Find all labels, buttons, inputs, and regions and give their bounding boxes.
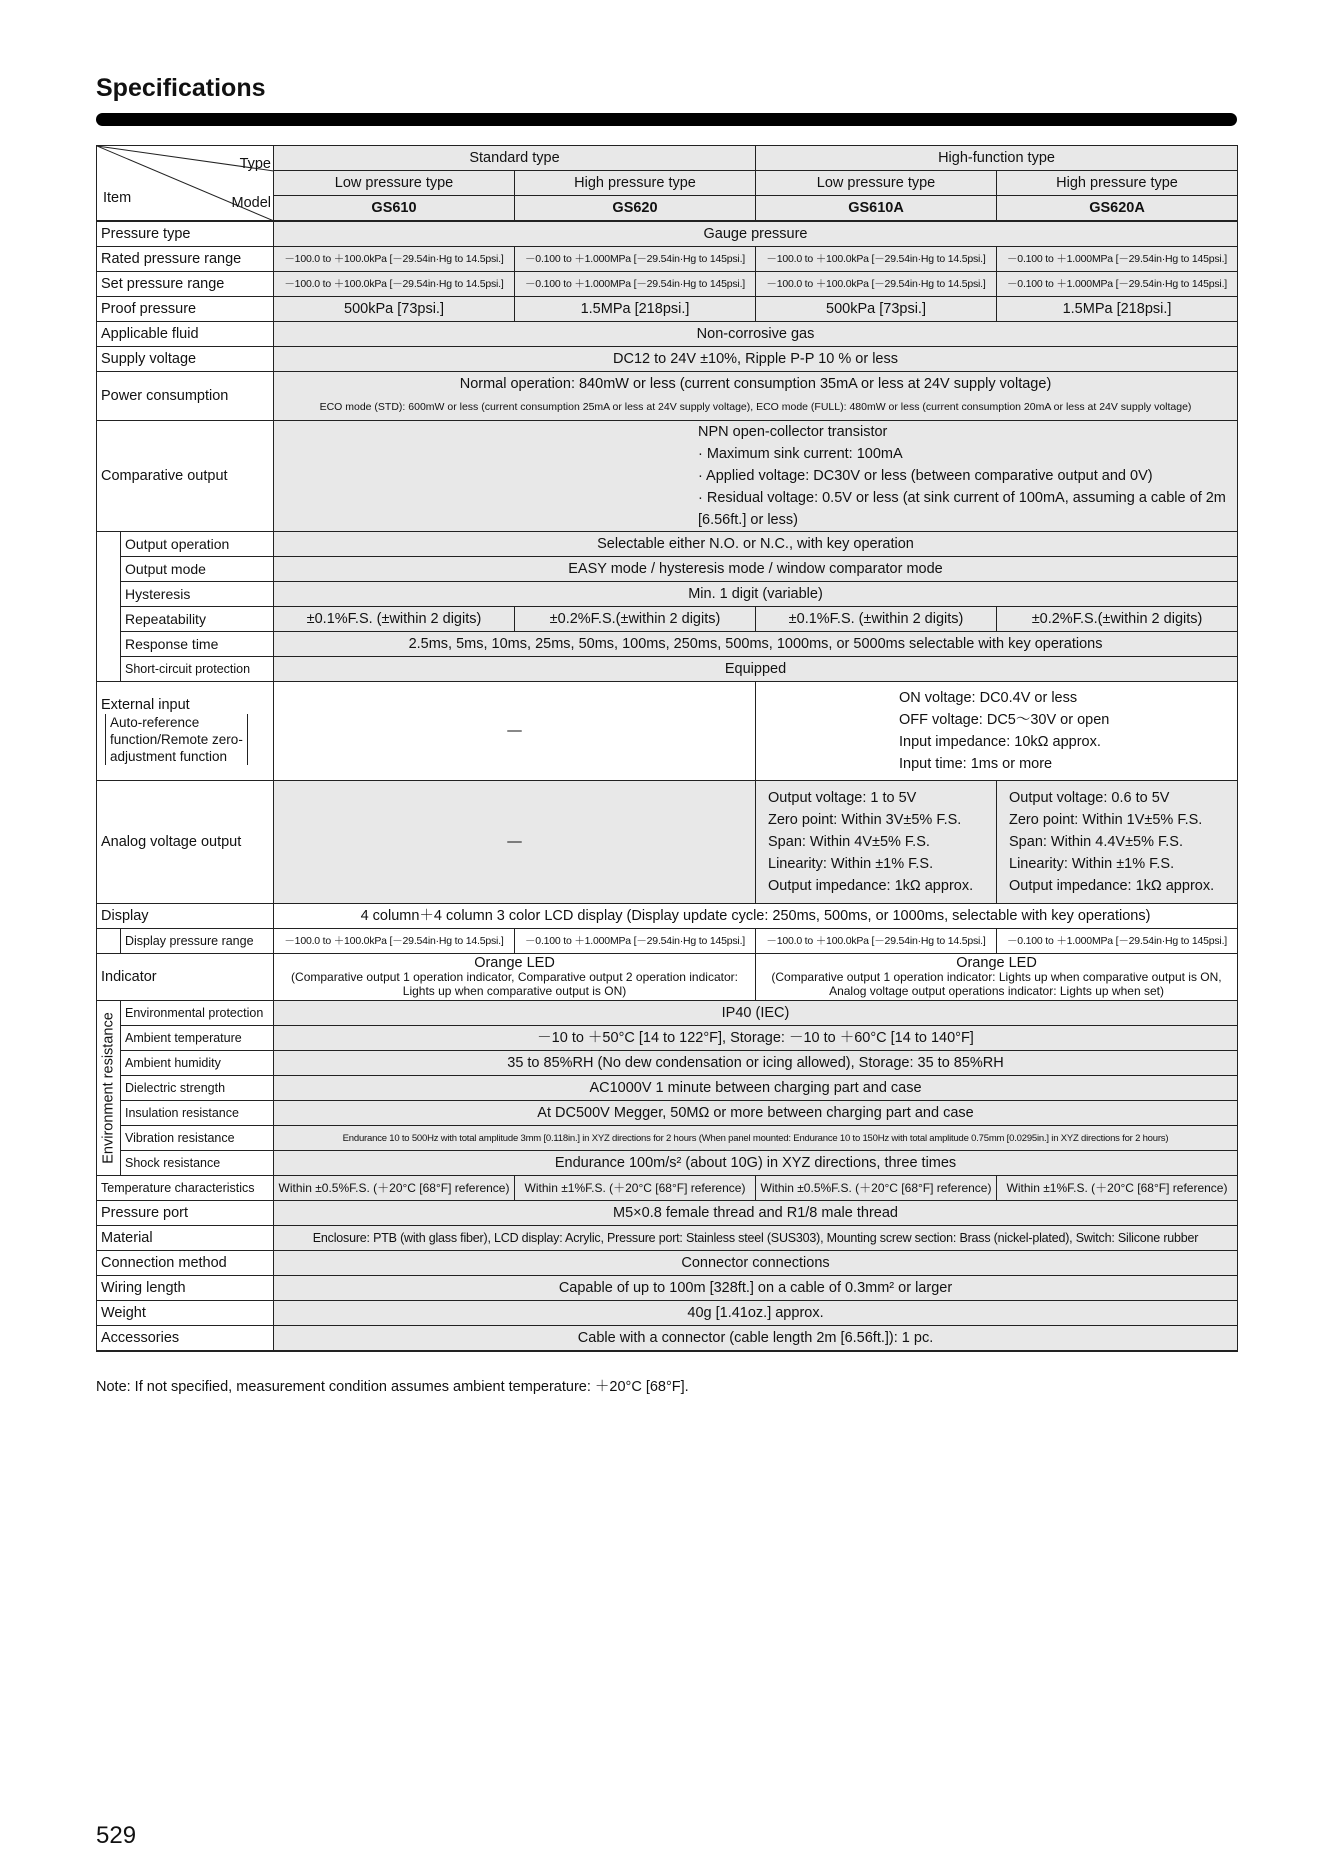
comparative-line: · Applied voltage: DC30V or less (between comparative output and 0V)	[698, 468, 1153, 484]
row-value: —	[274, 682, 756, 781]
header-low-pressure-hf: Low pressure type	[756, 171, 997, 196]
row-label: Comparative output	[97, 421, 274, 532]
external-line: ON voltage: DC0.4V or less	[899, 690, 1078, 706]
table-row	[97, 1026, 1238, 1051]
external-line: OFF voltage: DC5～30V or open	[899, 712, 1110, 728]
analog-line: Span: Within 4V±5% F.S.	[768, 834, 930, 850]
table-row	[97, 954, 1238, 1001]
row-label: Display pressure range	[121, 929, 274, 954]
row-label: Display	[97, 904, 274, 929]
table-row	[97, 322, 1238, 347]
comparative-line: · Maximum sink current: 100mA	[698, 446, 903, 462]
external-input-bracket	[105, 714, 248, 765]
row-label: Environmental protection	[121, 1001, 274, 1026]
table-row	[97, 904, 1238, 929]
row-label: Proof pressure	[97, 297, 274, 322]
corner-model-label: Model	[231, 195, 271, 211]
row-label: Shock resistance	[121, 1151, 274, 1176]
row-label: Power consumption	[97, 372, 274, 421]
table-row	[97, 607, 1238, 632]
row-label: Material	[97, 1226, 274, 1251]
row-value: Selectable either N.O. or N.C., with key operation	[274, 532, 1238, 557]
row-value: －100.0 to ＋100.0kPa [－29.54in·Hg to 14.5psi.]	[756, 247, 997, 272]
environment-resistance-label	[97, 1001, 121, 1176]
row-label: Supply voltage	[97, 347, 274, 372]
specifications-table	[96, 145, 1238, 1352]
table-row	[97, 372, 1238, 421]
row-label: Wiring length	[97, 1276, 274, 1301]
indicator-desc: (Comparative output 1 operation indicator: Lights up when comparative output is ON, Analog voltage output operations indicator: Lights up when set)	[771, 970, 1222, 998]
row-value: －10 to ＋50°C [14 to 122°F], Storage: －10 to ＋60°C [14 to 140°F]	[274, 1026, 1238, 1051]
row-label: Accessories	[97, 1326, 274, 1352]
title-bar	[96, 113, 1237, 126]
table-row	[97, 247, 1238, 272]
external-line: Input impedance: 10kΩ approx.	[899, 734, 1101, 750]
row-label: Analog voltage output	[97, 781, 274, 904]
environment-resistance-text: Environment resistance	[100, 1012, 116, 1164]
row-value: 35 to 85%RH (No dew condensation or icing allowed), Storage: 35 to 85%RH	[274, 1051, 1238, 1076]
model-gs610: GS610	[274, 196, 515, 222]
row-value: 1.5MPa [218psi.]	[515, 297, 756, 322]
header-high-function-type: High-function type	[756, 146, 1238, 171]
row-label: Hysteresis	[121, 582, 274, 607]
corner-item-label: Item	[103, 190, 132, 206]
table-row	[97, 1001, 1238, 1026]
table-row	[97, 1126, 1238, 1151]
table-row	[97, 532, 1238, 557]
row-value: 2.5ms, 5ms, 10ms, 25ms, 50ms, 100ms, 250ms, 500ms, 1000ms, or 5000ms selectable with key operations	[274, 632, 1238, 657]
row-label: Output operation	[121, 532, 274, 557]
analog-line: Zero point: Within 3V±5% F.S.	[768, 812, 962, 828]
indicator-desc: (Comparative output 1 operation indicator, Comparative output 2 operation indicator: Lights up when comparative output is ON)	[291, 970, 738, 998]
header-standard-type: Standard type	[274, 146, 756, 171]
table-row	[97, 1276, 1238, 1301]
table-row	[97, 1176, 1238, 1201]
row-label	[97, 682, 274, 781]
row-value: AC1000V 1 minute between charging part and case	[274, 1076, 1238, 1101]
bracket-line: adjustment function	[110, 748, 228, 764]
row-label: Pressure type	[97, 221, 274, 247]
row-value: －0.100 to ＋1.000MPa [－29.54in·Hg to 145psi.]	[997, 929, 1238, 954]
comparative-group-indent	[97, 532, 121, 682]
row-value: EASY mode / hysteresis mode / window comparator mode	[274, 557, 1238, 582]
indicator-title: Orange LED	[956, 955, 1037, 971]
row-value: Enclosure: PTB (with glass fiber), LCD display: Acrylic, Pressure port: Stainless steel (SUS303), Mounting screw section: Brass (nickel-plated), Switch: Silicone rubber	[274, 1226, 1238, 1251]
row-label: Pressure port	[97, 1201, 274, 1226]
table-row	[97, 1101, 1238, 1126]
row-value	[756, 781, 997, 904]
row-value	[274, 421, 1238, 532]
row-value: DC12 to 24V ±10%, Ripple P-P 10 % or less	[274, 347, 1238, 372]
table-row	[97, 1201, 1238, 1226]
row-value: －0.100 to ＋1.000MPa [－29.54in·Hg to 145psi.]	[997, 247, 1238, 272]
page-number: 529	[96, 1822, 137, 1849]
header-corner	[97, 146, 274, 222]
row-value: －100.0 to ＋100.0kPa [－29.54in·Hg to 14.5psi.]	[756, 929, 997, 954]
row-label: Output mode	[121, 557, 274, 582]
row-value: 40g [1.41oz.] approx.	[274, 1301, 1238, 1326]
row-value	[997, 781, 1238, 904]
analog-line: Linearity: Within ±1% F.S.	[768, 856, 934, 872]
model-gs620a: GS620A	[997, 196, 1238, 222]
row-label: Insulation resistance	[121, 1101, 274, 1126]
table-row	[97, 582, 1238, 607]
row-value	[756, 954, 1238, 1001]
header-high-pressure-hf: High pressure type	[997, 171, 1238, 196]
row-value: －0.100 to ＋1.000MPa [－29.54in·Hg to 145psi.]	[515, 247, 756, 272]
row-value: M5×0.8 female thread and R1/8 male thread	[274, 1201, 1238, 1226]
page-title: Specifications	[96, 74, 266, 102]
indicator-title: Orange LED	[474, 955, 555, 971]
row-value	[274, 954, 756, 1001]
row-value: —	[274, 781, 756, 904]
table-row	[97, 657, 1238, 682]
row-label: Applicable fluid	[97, 322, 274, 347]
row-value: Min. 1 digit (variable)	[274, 582, 1238, 607]
external-input-label: External input	[101, 696, 190, 713]
table-row	[97, 1051, 1238, 1076]
power-eco-line: ECO mode (STD): 600mW or less (current consumption 25mA or less at 24V supply voltage), ECO mode (FULL): 480mW or less (current consumption 20mA or less at 24V supply voltage)	[319, 401, 1192, 413]
row-value: At DC500V Megger, 50MΩ or more between charging part and case	[274, 1101, 1238, 1126]
table-row	[97, 557, 1238, 582]
corner-type-label: Type	[239, 156, 271, 172]
analog-line: Linearity: Within ±1% F.S.	[1009, 856, 1175, 872]
row-label: Ambient temperature	[121, 1026, 274, 1051]
row-value: ±0.1%F.S. (±within 2 digits)	[274, 607, 515, 632]
comparative-line: NPN open-collector transistor	[698, 424, 888, 440]
row-value: －100.0 to ＋100.0kPa [－29.54in·Hg to 14.5psi.]	[274, 272, 515, 297]
row-label: Response time	[121, 632, 274, 657]
row-value: ±0.2%F.S.(±within 2 digits)	[515, 607, 756, 632]
row-value: －100.0 to ＋100.0kPa [－29.54in·Hg to 14.5psi.]	[274, 247, 515, 272]
table-row	[97, 221, 1238, 247]
row-value: 500kPa [73psi.]	[274, 297, 515, 322]
analog-line: Output voltage: 1 to 5V	[768, 790, 917, 806]
row-value: Non-corrosive gas	[274, 322, 1238, 347]
row-label: Ambient humidity	[121, 1051, 274, 1076]
row-value: 1.5MPa [218psi.]	[997, 297, 1238, 322]
row-value: Endurance 100m/s² (about 10G) in XYZ directions, three times	[274, 1151, 1238, 1176]
row-value: Capable of up to 100m [328ft.] on a cable of 0.3mm² or larger	[274, 1276, 1238, 1301]
row-label: Weight	[97, 1301, 274, 1326]
table-row	[97, 272, 1238, 297]
table-row	[97, 1151, 1238, 1176]
row-value: Connector connections	[274, 1251, 1238, 1276]
table-row	[97, 347, 1238, 372]
header-low-pressure-std: Low pressure type	[274, 171, 515, 196]
row-label: Indicator	[97, 954, 274, 1001]
row-value: IP40 (IEC)	[274, 1001, 1238, 1026]
analog-line: Zero point: Within 1V±5% F.S.	[1009, 812, 1203, 828]
bracket-line: Auto-reference	[110, 714, 200, 730]
table-row	[97, 1301, 1238, 1326]
analog-line: Output impedance: 1kΩ approx.	[768, 878, 974, 894]
row-label: Connection method	[97, 1251, 274, 1276]
row-value: Within ±1%F.S. (＋20°C [68°F] reference)	[997, 1176, 1238, 1201]
row-value: 500kPa [73psi.]	[756, 297, 997, 322]
power-normal-line: Normal operation: 840mW or less (current consumption 35mA or less at 24V supply voltage)	[459, 376, 1052, 392]
comparative-line: · Residual voltage: 0.5V or less (at sink current of 100mA, assuming a cable of 2m [6.56ft.] or less)	[698, 490, 1226, 528]
row-value: －0.100 to ＋1.000MPa [－29.54in·Hg to 145psi.]	[515, 929, 756, 954]
model-gs610a: GS610A	[756, 196, 997, 222]
display-group-indent	[97, 929, 121, 954]
row-value: ±0.2%F.S.(±within 2 digits)	[997, 607, 1238, 632]
row-value: ±0.1%F.S. (±within 2 digits)	[756, 607, 997, 632]
table-row	[97, 682, 1238, 781]
analog-line: Output voltage: 0.6 to 5V	[1009, 790, 1170, 806]
row-value: 4 column＋4 column 3 color LCD display (Display update cycle: 250ms, 500ms, or 1000ms, selectable with key operations)	[274, 904, 1238, 929]
row-label: Repeatability	[121, 607, 274, 632]
row-value: －100.0 to ＋100.0kPa [－29.54in·Hg to 14.5psi.]	[274, 929, 515, 954]
row-value: －0.100 to ＋1.000MPa [－29.54in·Hg to 145psi.]	[515, 272, 756, 297]
row-label: Vibration resistance	[121, 1126, 274, 1151]
row-value: Endurance 10 to 500Hz with total amplitude 3mm [0.118in.] in XYZ directions for 2 hours (When panel mounted: Endurance 10 to 150Hz with total amplitude 0.75mm [0.0295in.] in XYZ directions for 2 hours)	[274, 1126, 1238, 1151]
row-value: Cable with a connector (cable length 2m [6.56ft.]): 1 pc.	[274, 1326, 1238, 1352]
table-row	[97, 1076, 1238, 1101]
row-label: Rated pressure range	[97, 247, 274, 272]
table-row	[97, 1226, 1238, 1251]
row-value	[756, 682, 1238, 781]
row-value	[274, 372, 1238, 421]
header-high-pressure-std: High pressure type	[515, 171, 756, 196]
table-row	[97, 1251, 1238, 1276]
row-value: －0.100 to ＋1.000MPa [－29.54in·Hg to 145psi.]	[997, 272, 1238, 297]
model-gs620: GS620	[515, 196, 756, 222]
table-row	[97, 929, 1238, 954]
table-row	[97, 421, 1238, 532]
analog-line: Span: Within 4.4V±5% F.S.	[1009, 834, 1184, 850]
row-label: Set pressure range	[97, 272, 274, 297]
row-value: Within ±0.5%F.S. (＋20°C [68°F] reference)	[756, 1176, 997, 1201]
row-value: Within ±0.5%F.S. (＋20°C [68°F] reference)	[274, 1176, 515, 1201]
row-label: Dielectric strength	[121, 1076, 274, 1101]
table-row	[97, 1326, 1238, 1352]
row-value: Gauge pressure	[274, 221, 1238, 247]
row-value: －100.0 to ＋100.0kPa [－29.54in·Hg to 14.5psi.]	[756, 272, 997, 297]
bracket-line: function/Remote zero-	[110, 731, 243, 747]
footnote: Note: If not specified, measurement condition assumes ambient temperature: ＋20°C [68°F].	[96, 1379, 689, 1395]
table-row	[97, 297, 1238, 322]
row-value: Within ±1%F.S. (＋20°C [68°F] reference)	[515, 1176, 756, 1201]
external-line: Input time: 1ms or more	[899, 756, 1053, 772]
table-row	[97, 781, 1238, 904]
analog-line: Output impedance: 1kΩ approx.	[1009, 878, 1215, 894]
row-label: Temperature characteristics	[97, 1176, 274, 1201]
row-value: Equipped	[274, 657, 1238, 682]
table-row	[97, 632, 1238, 657]
row-label: Short-circuit protection	[121, 657, 274, 682]
